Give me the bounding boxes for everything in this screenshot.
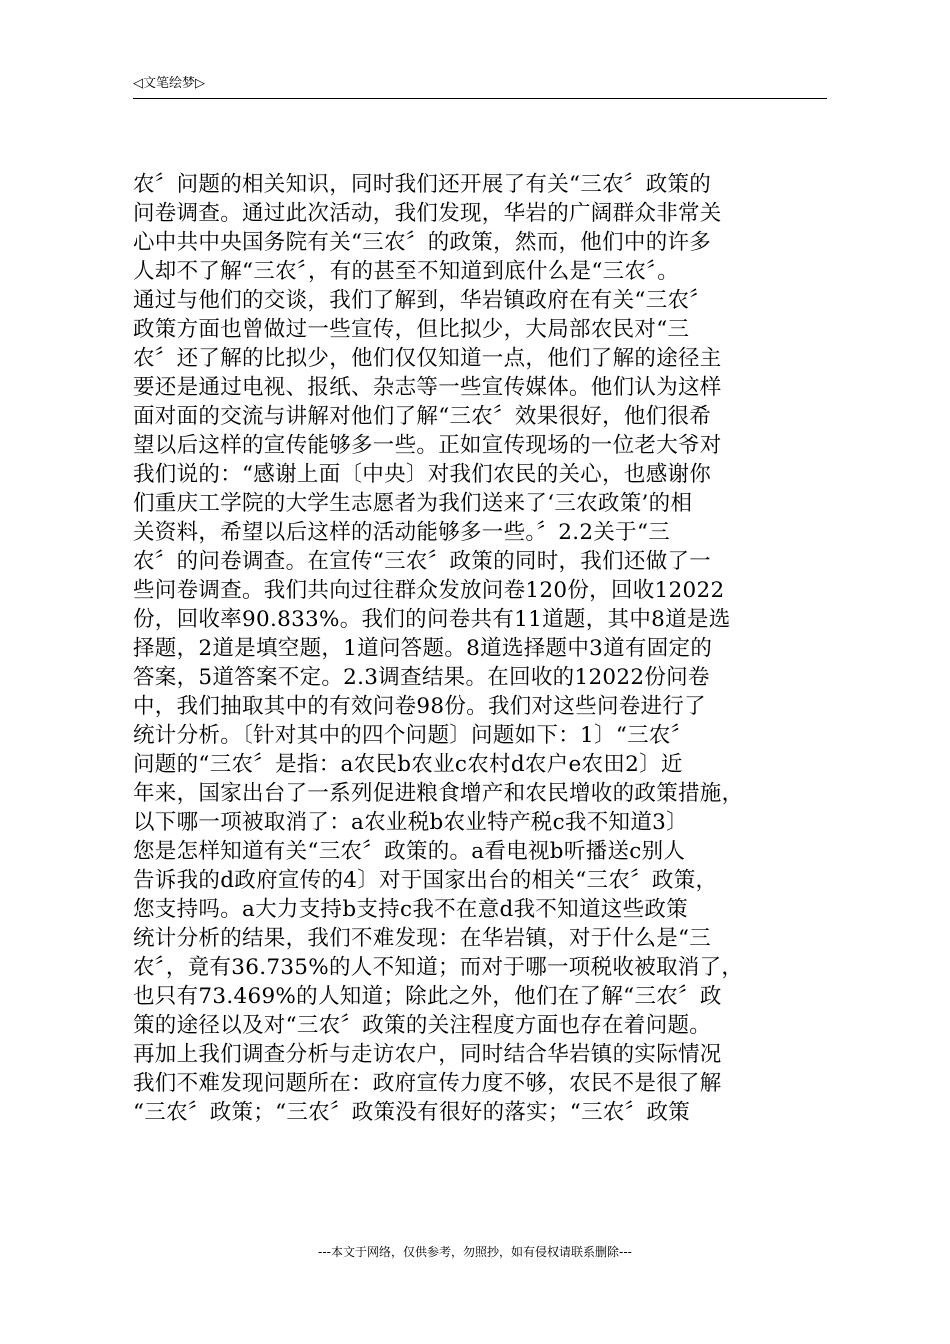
header-label: ◁文笔绘梦▷ (133, 76, 205, 91)
body-line: “三农〞政策；“三农〞政策没有很好的落实；“三农〞政策 (133, 1100, 691, 1125)
body-line: 人却不了解“三农〞，有的甚至不知道到底什么是“三农〞。 (133, 259, 680, 284)
page-header (133, 74, 827, 99)
body-line: 通过与他们的交谈，我们了解到，华岩镇政府在有关“三农〞 (133, 288, 712, 313)
body-line: 统计分析。〔针对其中的四个问题〕问题如下：1〕“三农〞 (133, 723, 693, 748)
body-line: 问卷调查。通过此次活动，我们发现，华岩的广阔群众非常关 (133, 201, 722, 226)
body-line: 面对面的交流与讲解对他们了解“三农〞效果很好，他们很希 (133, 404, 712, 429)
body-line: 农〞还了解的比拟少，他们仅仅知道一点，他们了解的途径主 (133, 346, 722, 371)
body-line: 关资料，希望以后这样的活动能够多一些。〞2.2关于“三 (133, 520, 671, 545)
body-line: 中，我们抽取其中的有效问卷98份。我们对这些问卷进行了 (133, 694, 706, 719)
body-line: 心中共中央国务院有关“三农〞的政策，然而，他们中的许多 (133, 230, 712, 255)
body-line: 农〞的问卷调查。在宣传“三农〞政策的同时，我们还做了一 (133, 549, 712, 574)
body-line: 问题的“三农〞是指：a农民b农业c农村d农户e农田2〕近 (133, 752, 683, 777)
body-line: 您是怎样知道有关“三农〞政策的。a看电视b听播送c别人 (133, 839, 686, 864)
body-line: 农〞，竟有36.735%的人不知道；而对于哪一项税收被取消了， (133, 955, 744, 980)
body-line: 我们不难发现问题所在：政府宣传力度不够，农民不是很了解 (133, 1071, 722, 1096)
body-line: 要还是通过电视、报纸、杂志等一些宣传媒体。他们认为这样 (133, 375, 722, 400)
body-line: 答案，5道答案不定。2.3调查结果。在回收的12022份问卷 (133, 665, 710, 690)
body-line: 农〞问题的相关知识，同时我们还开展了有关“三农〞政策的 (133, 172, 712, 197)
body-line: 告诉我的d政府宣传的4〕对于国家出台的相关“三农〞政策， (133, 868, 718, 893)
body-line: 策的途径以及对“三农〞政策的关注程度方面也存在着问题。 (133, 1013, 712, 1038)
body-line: 再加上我们调查分析与走访农户，同时结合华岩镇的实际情况 (133, 1042, 722, 1067)
body-line: 政策方面也曾做过一些宣传，但比拟少，大局部农民对“三 (133, 317, 690, 342)
body-line: 也只有73.469%的人知道；除此之外，他们在了解“三农〞政 (133, 984, 722, 1009)
body-line: 以下哪一项被取消了：a农业税b农业特产税c我不知道3〕 (133, 810, 688, 835)
body-line: 们重庆工学院的大学生志愿者为我们送来了‘三农政策’的相 (133, 491, 693, 516)
body-line: 统计分析的结果，我们不难发现：在华岩镇，对于什么是“三 (133, 926, 712, 951)
body-line: 择题，2道是填空题，1道问答题。8道选择题中3道有固定的 (133, 636, 713, 661)
footer-notice: ---本文于网络，仅供参考，勿照抄，如有侵权请联系删除--- (318, 1245, 632, 1259)
body-line: 份，回收率90.833%。我们的问卷共有11道题，其中8道是选 (133, 607, 731, 632)
body-line: 我们说的：“感谢上面〔中央〕对我们农民的关心，也感谢你 (133, 462, 712, 487)
body-line: 您支持吗。a大力支持b支持c我不在意d我不知道这些政策 (133, 897, 688, 922)
body-line: 年来，国家出台了一系列促进粮食增产和农民增收的政策措施， (133, 781, 744, 806)
body-text (133, 170, 827, 1127)
body-line: 望以后这样的宣传能够多一些。正如宣传现场的一位老大爷对 (133, 433, 722, 458)
body-line: 些问卷调查。我们共向过往群众发放问卷120份，回收12022 (133, 578, 725, 603)
